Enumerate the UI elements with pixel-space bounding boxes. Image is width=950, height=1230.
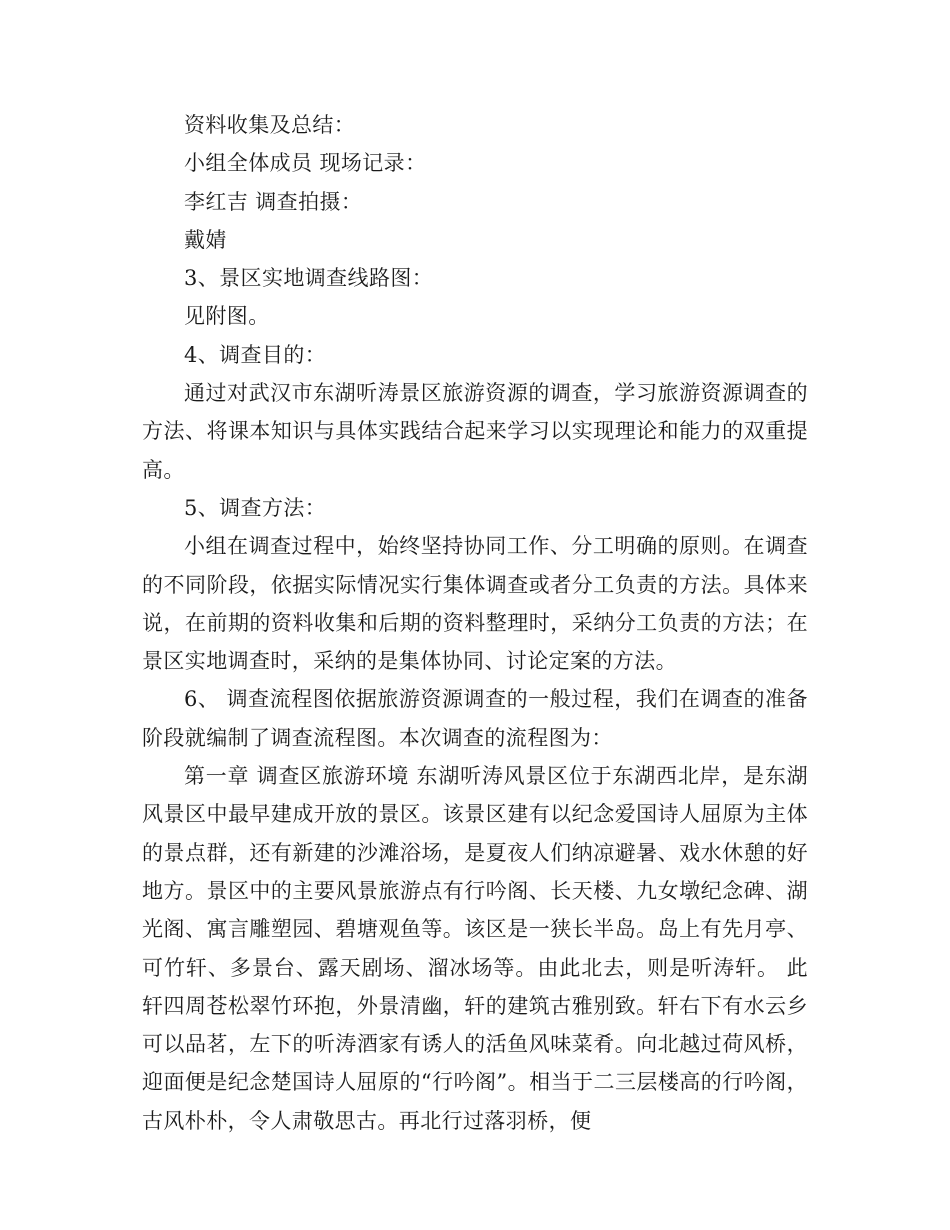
- paragraph: 5、调查方法：: [184, 495, 327, 520]
- paragraph: 戴婧: [184, 227, 227, 252]
- paragraph: 第一章 调查区旅游环境 东湖听涛风景区位于东湖西北岸，是东湖风景区中最早建成开放的景区。该景区建有以纪念爱国诗人屈原为主体的景点群，还有新建的沙滩浴场，是夏夜人们纳凉避暑、戏水休憩的好地方。景区中的主要风景旅游点有行吟阁、长天楼、九女墩纪念碑、湖光阁、寓言雕塑园、碧塘观鱼等。该区是一狭长半岛。岛上有先月亭、可竹轩、多景台、露天剧场、溜冰场等。由此北去，则是听涛轩。 此轩四周苍松翠竹环抱，外景清幽，轩的建筑古雅别致。轩右下有水云乡可以品茗，左下的听涛酒家有诱人的活鱼风味菜肴。向北越过荷风桥，迎面便是纪念楚国诗人屈原的“行吟阁”。相当于二三层楼高的行吟阁，古风朴朴，令人肃敬思古。再北行过落羽桥，便: [142, 764, 808, 1133]
- paragraph: 3、景区实地调查线路图：: [184, 266, 434, 291]
- paragraph: 李红吉 调查拍摄：: [184, 189, 363, 214]
- paragraph: 资料收集及总结：: [184, 113, 356, 137]
- paragraph: 6、 调查流程图依据旅游资源调查的一般过程，我们在调查的准备阶段就编制了调查流程图。本次调查的流程图为：: [142, 687, 808, 750]
- document-body: [142, 106, 808, 1140]
- paragraph: 见附图。: [184, 304, 270, 329]
- paragraph: 通过对武汉市东湖听涛景区旅游资源的调查，学习旅游资源调查的方法、将课本知识与具体实践结合起来学习以实现理论和能力的双重提高。: [142, 381, 808, 482]
- paragraph: 4、调查目的：: [184, 342, 327, 367]
- paragraph: 小组全体成员 现场记录：: [184, 151, 427, 176]
- paragraph: 小组在调查过程中，始终坚持协同工作、分工明确的原则。在调查的不同阶段，依据实际情况实行集体调查或者分工负责的方法。具体来说，在前期的资料收集和后期的资料整理时，采纳分工负责的方法；在景区实地调查时，采纳的是集体协同、讨论定案的方法。: [142, 534, 808, 674]
